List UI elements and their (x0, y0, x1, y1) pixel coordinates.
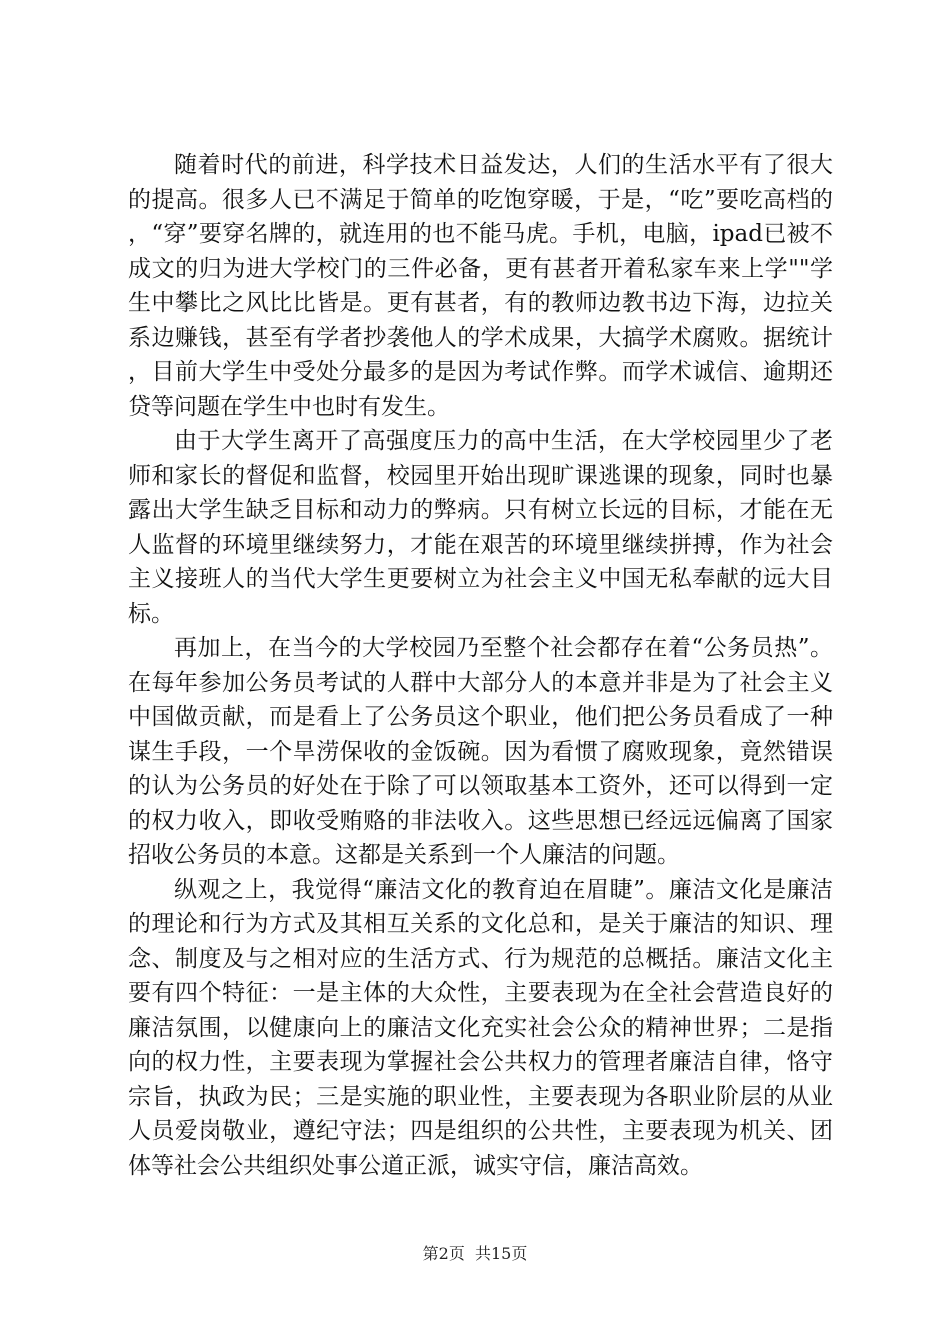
document-body (128, 148, 833, 1183)
paragraph-1: 随着时代的前进，科学技术日益发达，人们的生活水平有了很大的提高。很多人已不满足于简单的吃饱穿暖，于是，“吃”要吃高档的，“穿”要穿名牌的，就连用的也不能马虎。手机，电脑，ipad已被不成文的归为进大学校门的三件必备，更有甚者开着私家车来上学""学生中攀比之风比比皆是。更有甚者，有的教师边教书边下海，边拉关系边赚钱，甚至有学者抄袭他人的学术成果，大搞学术腐败。据统计，目前大学生中受处分最多的是因为考试作弊。而学术诚信、逾期还贷等问题在学生中也时有发生。 (128, 152, 833, 420)
paragraph-2: 由于大学生离开了高强度压力的高中生活，在大学校园里少了老师和家长的督促和监督，校园里开始出现旷课逃课的现象，同时也暴露出大学生缺乏目标和动力的弊病。只有树立长远的目标，才能在无人监督的环境里继续努力，才能在艰苦的环境里继续拼搏，作为社会主义接班人的当代大学生更要树立为社会主义中国无私奉献的远大目标。 (128, 428, 833, 627)
paragraph-4: 纵观之上，我觉得“廉洁文化的教育迫在眉睫”。廉洁文化是廉洁的理论和行为方式及其相互关系的文化总和，是关于廉洁的知识、理念、制度及与之相对应的生活方式、行为规范的总概括。廉洁文化主要有四个特征：一是主体的大众性，主要表现为在全社会营造良好的廉洁氛围，以健康向上的廉洁文化充实社会公众的精神世界；二是指向的权力性，主要表现为掌握社会公共权力的管理者廉洁自律，恪守宗旨，执政为民；三是实施的职业性，主要表现为各职业阶层的从业人员爱岗敬业，遵纪守法；四是组织的公共性，主要表现为机关、团体等社会公共组织处事公道正派，诚实守信，廉洁高效。 (128, 876, 833, 1179)
page-footer (0, 1243, 950, 1265)
page-number: 第2页 共15页 (422, 1244, 528, 1263)
paragraph-3: 再加上，在当今的大学校园乃至整个社会都存在着“公务员热”。在每年参加公务员考试的人群中大部分人的本意并非是为了社会主义中国做贡献，而是看上了公务员这个职业，他们把公务员看成了一种谋生手段，一个旱涝保收的金饭碗。因为看惯了腐败现象，竟然错误的认为公务员的好处在于除了可以领取基本工资外，还可以得到一定的权力收入，即收受贿赂的非法收入。这些思想已经远远偏离了国家招收公务员的本意。这都是关系到一个人廉洁的问题。 (128, 635, 833, 868)
